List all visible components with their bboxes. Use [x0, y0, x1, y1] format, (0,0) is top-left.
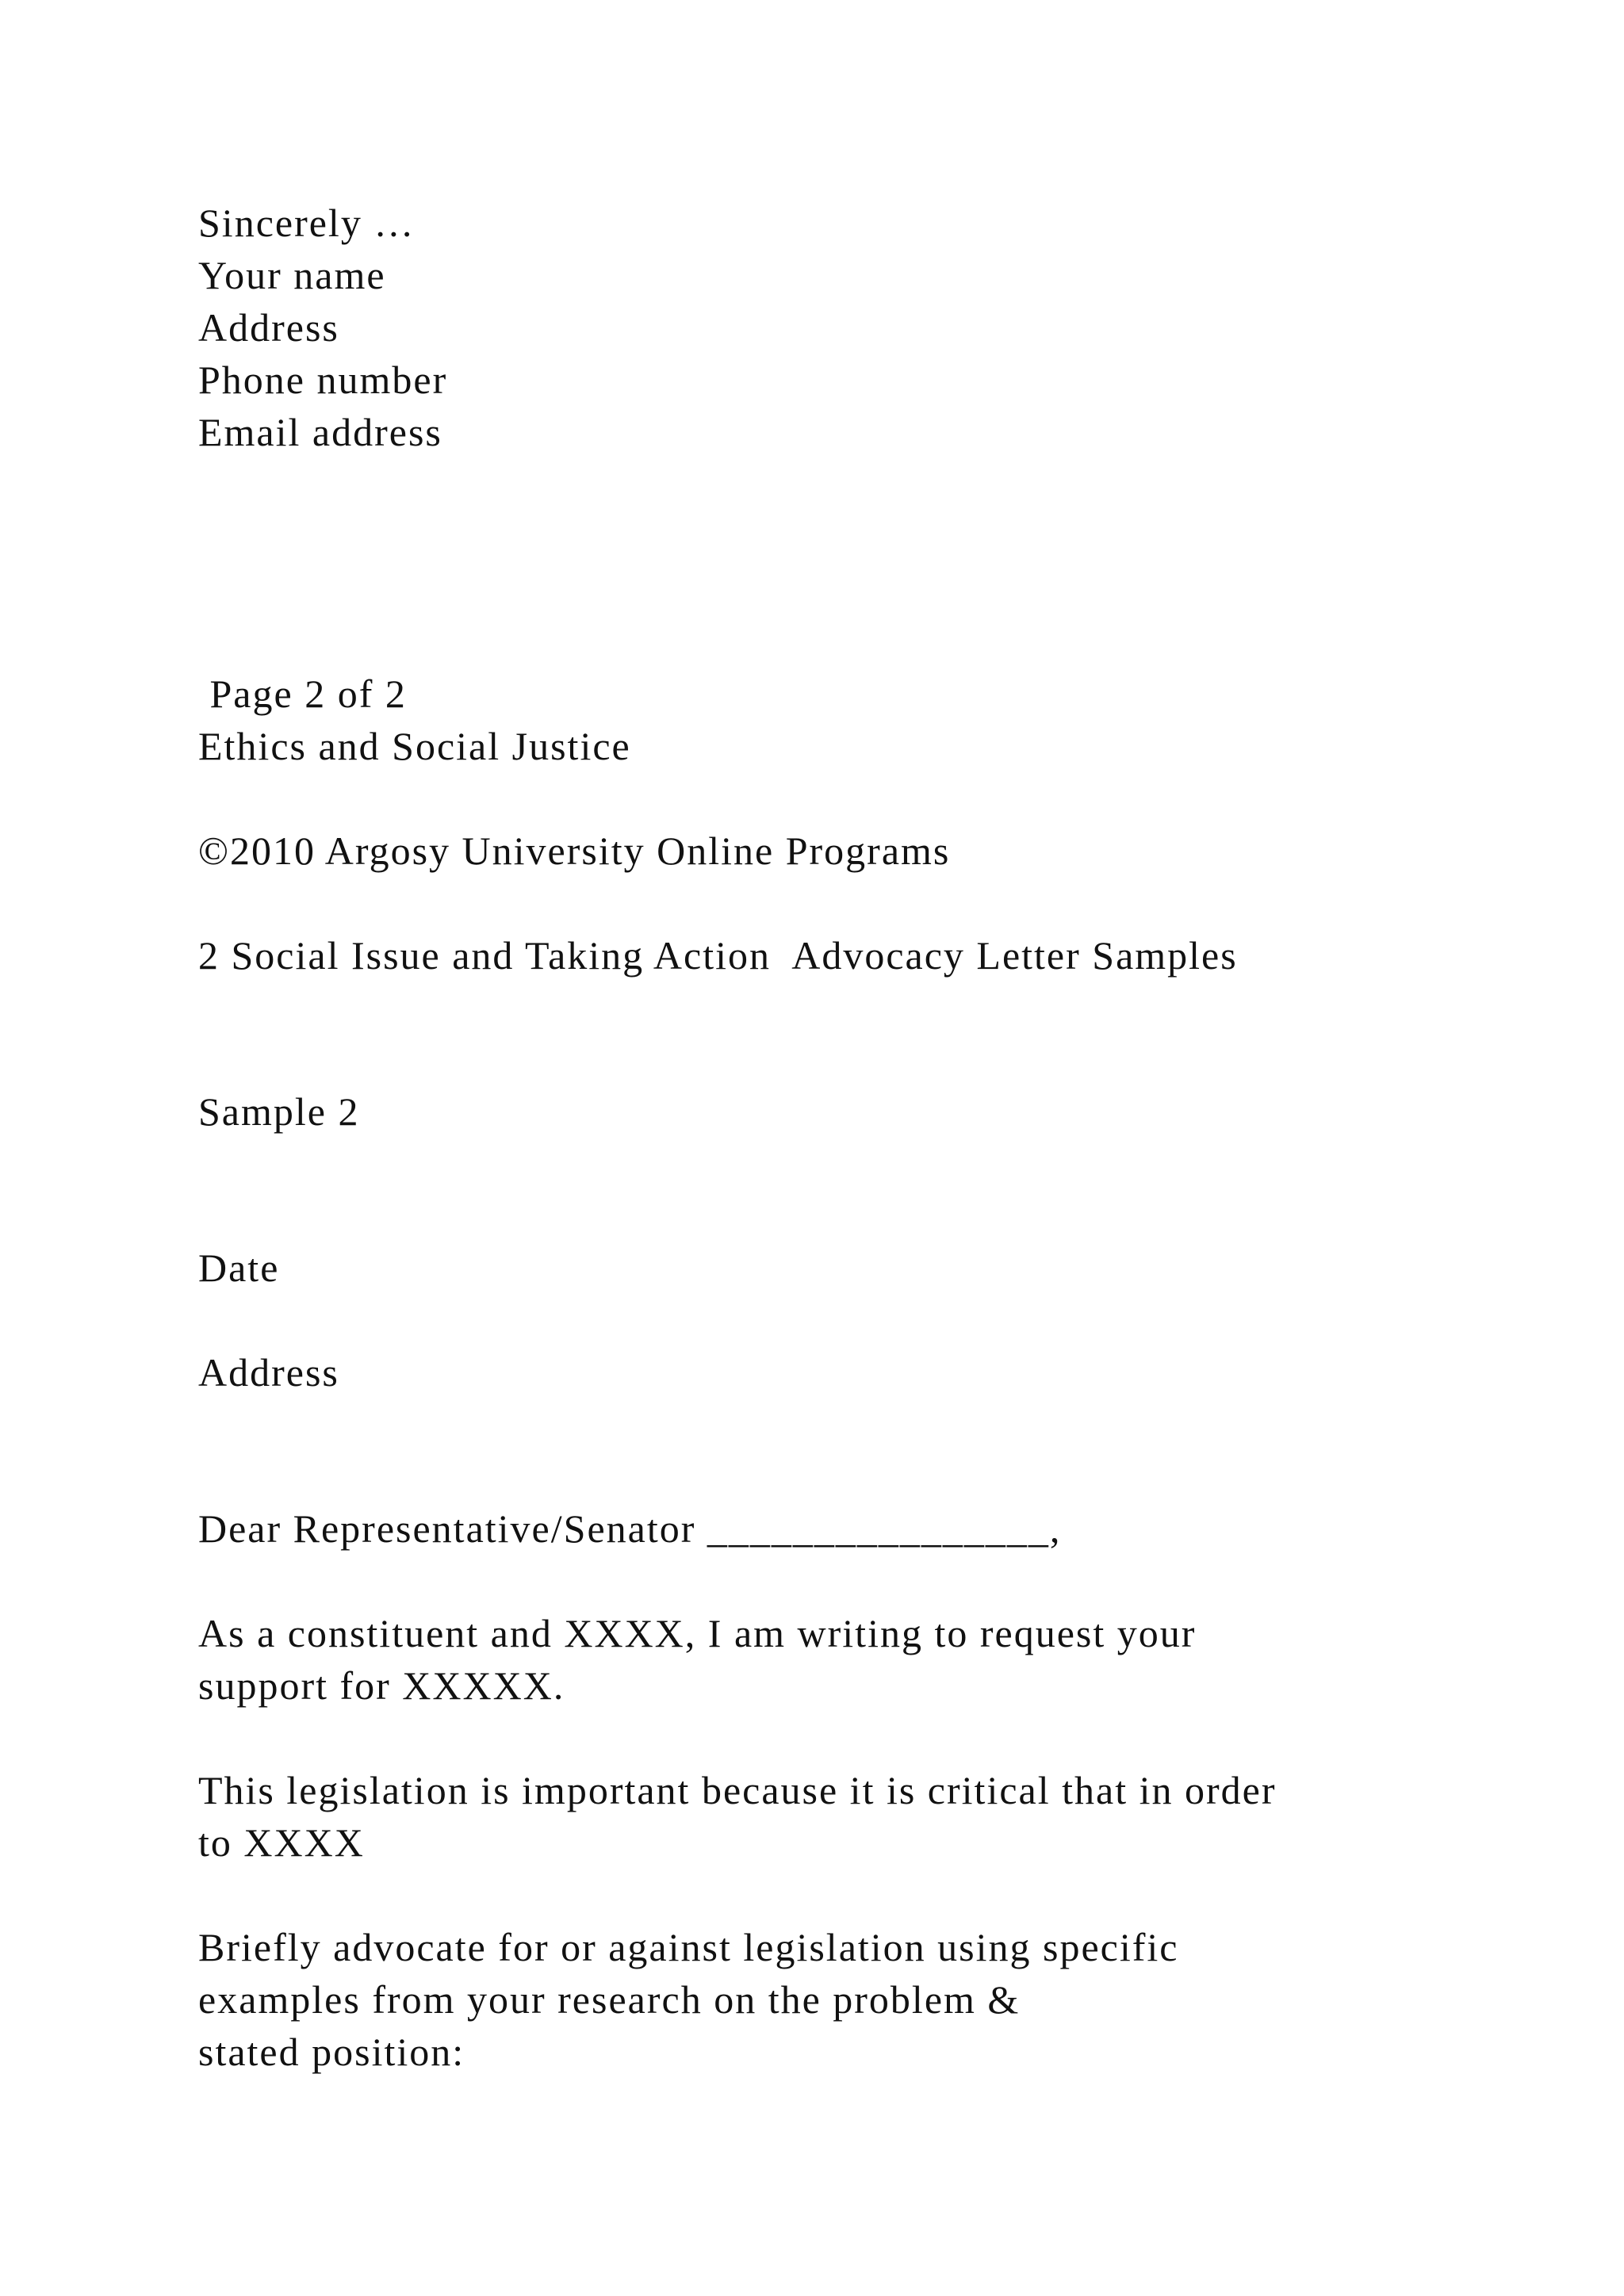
address-line: Address: [198, 305, 339, 350]
paragraph-1-line-1: As a constituent and XXXX, I am writing to request your: [198, 1611, 1197, 1655]
paragraph-3-line-3: stated position:: [198, 2030, 465, 2074]
paragraph-1-line-2: support for XXXXX.: [198, 1663, 565, 1708]
paragraph-3-line-1: Briefly advocate for or against legislation using specific: [198, 1925, 1179, 1969]
paragraph-2-line-1: This legislation is important because it is critical that in order: [198, 1768, 1277, 1812]
letter-address: Address: [198, 1350, 339, 1395]
email-address-line: Email address: [198, 410, 442, 454]
paragraph-3-line-2: examples from your research on the problem &: [198, 1977, 1021, 2022]
your-name-line: Your name: [198, 253, 386, 297]
course-title: Ethics and Social Justice: [198, 724, 631, 768]
paragraph-2-line-2: to XXXX: [198, 1820, 365, 1865]
letter-date: Date: [198, 1246, 280, 1290]
page-number-label: Page 2 of 2: [198, 672, 407, 716]
copyright-notice: ©2010 Argosy University Online Programs: [198, 828, 951, 873]
sample-heading: Sample 2: [198, 1089, 360, 1134]
closing-line: Sincerely …: [198, 201, 416, 245]
salutation: Dear Representative/Senator ________________,: [198, 1506, 1062, 1551]
section-title: 2 Social Issue and Taking Action Advocacy Letter Samples: [198, 933, 1238, 978]
phone-number-line: Phone number: [198, 358, 448, 402]
